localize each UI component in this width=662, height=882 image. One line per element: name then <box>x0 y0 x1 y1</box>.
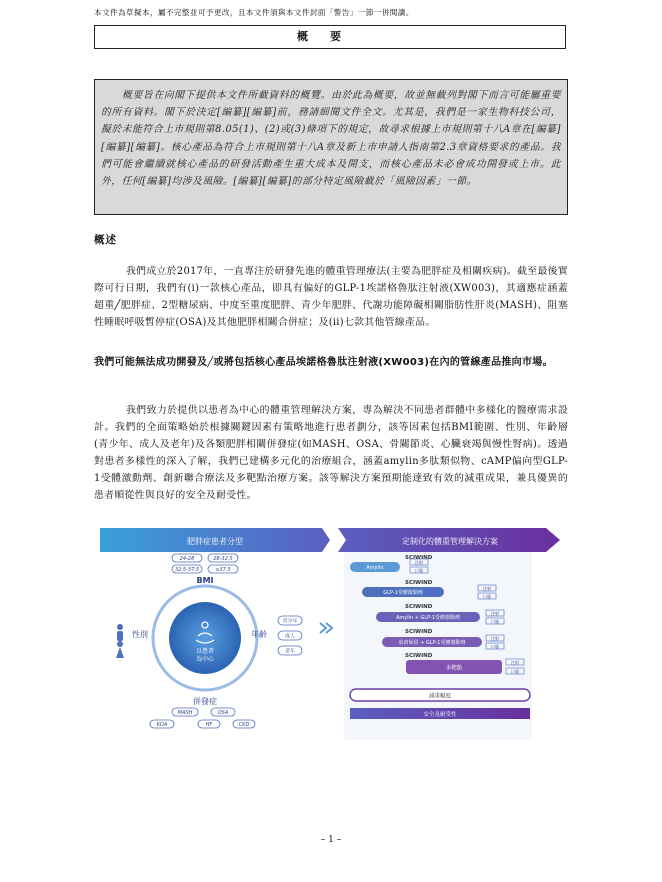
svg-text:注射: 注射 <box>491 635 499 641</box>
right-banner-label: 定制化的體重管理解決方案 <box>402 537 498 546</box>
gender-label: 性別 <box>132 630 148 639</box>
svg-text:多靶點: 多靶點 <box>445 665 463 672</box>
complication-koa: KOA <box>156 722 168 728</box>
overview-paragraph: 我們成立於2017年，一直專注於研發先進的體重管理療法(主要為肥胖症及相關疾病)。截至最後實際可行日期，我們有(i)一款核心產品，即具有偏好的GLP-1埃諾格魯肽注射液(XW003)，其適應症涵蓋超重╱肥胖症、2型糖尿病、中度至重度肥胖、青少年肥胖、代謝功能障礙相關脂肪性肝炎(MASH)、阻塞性睡眠呼吸暫停症(OSA)及其他肥胖相關合併症；及(ii)七款其他管線產品。 <box>94 266 568 328</box>
svg-text:口服: 口服 <box>491 643 499 649</box>
complication-osa: OSA <box>217 710 229 716</box>
bmi-range-1: 24-28 <box>179 556 195 562</box>
risk-heading: 我們可能無法成功開發及╱或將包括核心產品埃諾格魯肽注射液(XW003)在內的管線產品推向市場。 <box>94 357 553 368</box>
draft-notice: 本文件為草擬本，屬不完整並可予更改，且本文件須與本文件封面「警告」一節一併閱讀。 <box>94 8 414 17</box>
complication-hf: HF <box>205 722 213 728</box>
svg-text:口服: 口服 <box>511 668 519 674</box>
svg-text:Amylin: Amylin <box>366 565 384 571</box>
bmi-range-2: 28-32.5 <box>213 556 233 562</box>
center-circle <box>169 602 241 674</box>
strategy-paragraph: 我們致力於提供以患者為中心的體重管理解決方案，專為解決不同患者群體中多樣化的醫療需求設計。我們的全面策略始於根據關鍵因素有策略地進行患者劃分，該等因素包括BMI範圍、性別、年齡層(青少年、成人及老年)及各類肥胖相關併發症(如MASH、OSA、骨關節炎、心臟衰竭與慢性腎病)。透過對患者多樣性的深入了解，我們已建構多元化的治療組合，涵蓋amylin多肽類似物、cAMP偏向型GLP-1受體激動劑、創新聯合療法及多靶點治療方案。該等解決方案預期能達致有效的減重成果，兼具優異的患者順從性與良好的安全及耐受性。 <box>94 405 568 501</box>
bmi-range-4: ≥37.5 <box>215 567 231 573</box>
svg-text:口服: 口服 <box>491 618 499 624</box>
page-number: – 1 – <box>320 835 342 845</box>
bmi-range-3: 32.5-37.5 <box>174 567 200 573</box>
left-banner-label: 肥胖症患者分型 <box>187 537 243 546</box>
svg-text:注射: 注射 <box>511 659 519 665</box>
svg-text:SCIWIND: SCIWIND <box>405 629 433 635</box>
svg-text:注射: 注射 <box>483 585 491 591</box>
page-title: 概要 <box>94 25 566 49</box>
complication-ckd: CKD <box>238 722 250 728</box>
weight-loss-bar <box>350 689 530 701</box>
center-label-line2: 為中心 <box>195 656 215 663</box>
center-label-line1: 以患者 <box>195 648 215 655</box>
age-group-adult: 成人 <box>284 633 296 640</box>
patient-stratification-figure <box>100 528 562 740</box>
svg-text:口服: 口服 <box>483 593 491 599</box>
svg-text:注射: 注射 <box>491 610 499 616</box>
svg-text:SCIWIND: SCIWIND <box>405 555 433 561</box>
svg-text:SCIWIND: SCIWIND <box>405 604 433 610</box>
bmi-label: BMI <box>196 576 214 585</box>
complication-mash: MASH <box>177 710 193 716</box>
svg-text:GLP-1受體激動劑: GLP-1受體激動劑 <box>383 590 423 596</box>
svg-text:SCIWIND: SCIWIND <box>405 580 433 586</box>
safety-bar <box>350 708 530 719</box>
svg-text:口服: 口服 <box>415 567 423 573</box>
summary-text: 概要旨在向閣下提供本文件所載資料的概覽。由於此為概要，故並無載列對閣下而言可能屬重要的所有資料。閣下於決定[編纂][編纂]前，務請細閱文件全文。尤其是，我們是一家生物科技公司，擬於未能符合上市規則第8.05(1)、(2)或(3)條項下的規定，故尋求根據上市規則第十八A章在[編纂][編纂][編纂]。核心產品為符合上市規則第十八A章及新上市申請人指南第2.3章資格要求的產品。我們可能會繼續就核心產品的研發活動產生重大成本及開支，而核心產品未必會成功開發或上市。此外，任何[編纂]均涉及風險。[編纂][編纂]的部分特定風險載於「風險因素」一節。 <box>101 90 561 188</box>
age-group-teen: 青少年 <box>282 618 298 625</box>
complication-label: 併發症 <box>193 697 217 706</box>
summary-box <box>94 79 568 215</box>
svg-text:注射: 注射 <box>415 559 423 565</box>
svg-text:安全及耐受性: 安全及耐受性 <box>423 712 457 718</box>
arrow-icon <box>320 623 332 633</box>
section-heading: 概述 <box>94 234 117 246</box>
svg-text:Amylin + GLP-1受體激動劑: Amylin + GLP-1受體激動劑 <box>395 615 461 621</box>
svg-text:肌肉保留 + GLP-1受體激動劑: 肌肉保留 + GLP-1受體激動劑 <box>398 640 466 646</box>
gender-icon <box>116 624 124 658</box>
svg-text:減重幅度: 減重幅度 <box>428 693 452 700</box>
age-label: 年齡 <box>251 630 267 639</box>
age-group-elderly: 老年 <box>284 648 296 655</box>
svg-text:SCIWIND: SCIWIND <box>405 653 433 659</box>
